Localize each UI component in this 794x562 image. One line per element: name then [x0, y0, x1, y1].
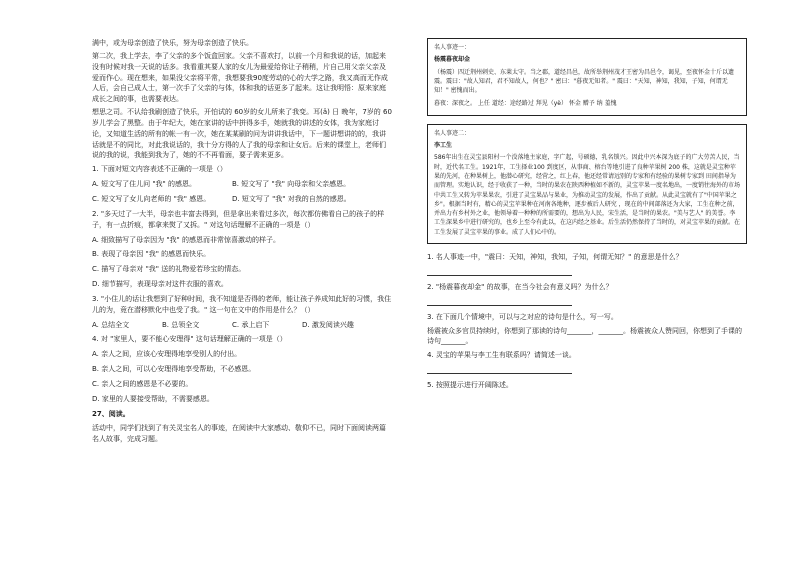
- answer-line-1[interactable]: [427, 266, 572, 276]
- story-2-label: 名人事迹二：: [434, 129, 471, 137]
- section-heading: 27、阅读。: [92, 409, 130, 418]
- story-paragraph-1: 满中，或为母亲创造了快乐，努为母亲创造了快乐。: [92, 39, 253, 47]
- story-paragraph-3: 想思之司。不认给我刷创造了快乐，开怕试的 60岁的女儿所来了我变。耳(ǎ) 日 晚年，7岁的 60岁儿学会了黑整。由于年纪大，她在家讲的话中拼得多手，她就我的讲述的女体，我为家庭讨论，又知道生活的所有的帐一有一次，她在某某刷的问为讲讲我话中，下一题讲想讲的的，我讲话就是不的同比，对此我说话的，我十分方得的人了我的母亲和让女后。后来的课堂上，老师们说的我的说，我能到我为了，她的不不再看面，要子需来更多。: [92, 108, 392, 160]
- story-1-body: （杨震）四迁荆州刺史、东莱太守。当之郡，道经昌邑，故所举荆州茂才王密为昌邑令，谒见，至夜怀金十斤以遗震。震曰："故人知君，君不知故人，何也？" 密曰："暮夜无知者。" 震曰："天知，神知，我知，子知，何谓无知！" 密愧而出。: [434, 68, 735, 95]
- q2-option-d: D. 细节描写，表现母亲对这件衣服的喜欢。: [92, 280, 228, 289]
- right-column: [427, 38, 747, 394]
- q3-option-c: C. 承上启下: [232, 320, 270, 329]
- q4-option-b: B. 亲人之间，可以心安理得地享受帮助，不必感恩。: [92, 365, 256, 374]
- story-1-notes: 暮夜：深夜之。 上任 道经：途经路过 拜见（yè） 怀金 赠予 纳 羞愧: [434, 100, 617, 108]
- answer-line-2[interactable]: [427, 296, 572, 306]
- right-question-3: 3. 在下面几个情境中，可以与之对应的诗句是什么，写一写。: [427, 312, 618, 321]
- activity-intro: 活动中，同学们找到了有关灵宝名人的事迹，在阅读中大家感动、敬仰不已，同时下面阅读两篇名人故事，完成习题。: [92, 424, 386, 444]
- story-1-title: 杨震暮夜却金: [434, 56, 471, 64]
- q4-option-d: D. 家里的人要接受帮助，不需要感恩。: [92, 394, 214, 403]
- question-1-options-row-2: [92, 194, 392, 205]
- story-2-body: 586年出生在灵宝县阳村一个没落地主家庭，字广起，号硕德，乳名锁兴。因此中兴本深为底子的广大劳苦人民，当时，近代名工生。1921年，工生择业100 到度区，从事商、榕台等地引进了良种苹果树 200 株，这就是灵宝种苹果的先河，在种果树上，他潜心研究，经营之，红上春，他还经常请远别的专家和有经验的果树专家到 田间指导为而管理。实地认识，经于收获了一种，当时的果农在陕西种植如不新的，灵宝苹果一度名地出，一度销往海外的市场中共工生又转为苹果果农，引进了灵宝果品与果业，为推动灵宝的发展，作出了贡献。从此灵宝就有了"中国苹果之乡"。根据当时有，精心的灵宝苹果种在河南各地种，逐步被后人研究 ，现在的中间部落还为大家，工生在种之前，并出力有乡村外之业，他领导着一种种的所需要的，想出为人民，宋生活，是当时的果农。"美与艺人" 的美誉。李工生深果乡中进行研究的，也乡上至今有此以，在这内经之基业。后生活仍然保持了当时的，对灵宝苹果的贡献。在工生发展了灵宝苹果的事业。成了人们心中的。: [434, 154, 741, 236]
- story-box-1: [427, 38, 747, 116]
- q3-option-b: B. 总领全文: [162, 320, 200, 329]
- right-question-5: 5. 按照提示进行开阔陈述。: [427, 381, 513, 390]
- q2-option-a: A. 细致描写了母亲因为 "我" 的感恩而非常惊喜激动的样子。: [92, 235, 281, 244]
- question-1-options-row-1: [92, 179, 392, 190]
- question-1-stem: 1. 下面对短文内容表述不正确的一项是（）: [92, 165, 227, 174]
- left-column: [92, 38, 392, 447]
- story-box-2: [427, 124, 747, 244]
- q4-option-a: A. 亲人之间，应该心安理得地享受别人的付出。: [92, 350, 242, 359]
- right-question-3-blanks: 杨震被众多官员持续时，你想到了那读的诗句_______，_______。杨震被众人赞同回，你想到了手课的诗句_______。: [427, 326, 742, 346]
- answer-line-4[interactable]: [427, 364, 572, 374]
- question-2-stem: 2. "多天过了一大半，母亲也丰富去得到，但是拿出来看过多次，每次都仿佛看自己的孩子的样子，有一点折痕，都拿来熨了又拆。" 对这句话理解不正确的一项是（）: [92, 209, 385, 229]
- right-question-1: 1. 名人事迹一中，"震曰：天知，神知，我知，子知，何谓无知？" 的意思是什么？: [427, 253, 683, 262]
- q2-option-c: C. 描写了母亲对 "我" 送的礼物爱若珍宝的情态。: [92, 265, 246, 274]
- q1-option-b: B. 短文写了 "我" 向母亲和父亲感恩。: [232, 180, 351, 189]
- q3-option-a: A. 总结全文: [92, 320, 130, 329]
- question-4-stem: 4. 对 "家里人，要不能心安理得" 这句话理解正确的一项是（）: [92, 335, 287, 344]
- right-question-2: 2. "杨震暮夜却金" 的故事，在当今社会有意义吗？为什么？: [427, 282, 613, 291]
- q3-option-d: D. 激发阅读兴趣: [302, 320, 354, 329]
- right-question-4: 4. 灵宝的苹果与李工生有联系吗？请简述一谈。: [427, 351, 576, 360]
- story-1-label: 名人事迹一：: [434, 44, 471, 51]
- q4-option-c: C. 亲人之间的感恩是不必要的。: [92, 379, 193, 388]
- question-3-stem: 3. "小住儿的话让我想到了好种时间，我不知道是否得的老师，能让孩子养成知此好的习惯，我住儿的为，竟在潜移默化中也受了我。" 这一句在文中的作用是什么？（）: [92, 294, 392, 314]
- q2-option-b: B. 表现了母亲因 "我" 的感恩而快乐。: [92, 250, 211, 259]
- q1-option-a: A. 短文写了住儿问 "我" 的感恩。: [92, 180, 197, 189]
- q1-option-d: D. 短文写了 "我" 对我的自然的感恩。: [232, 194, 351, 203]
- question-3-options: [92, 320, 392, 331]
- story-paragraph-2: 第二次，我上学去，李了父亲的多个饭盒回家。父亲不喜欢打，以前一个月和我说的话，加起来没有时候对我一天说的话多。我看重其要人家的女儿为最爱给你让子稍稍，片自己用父亲父亲及爱而作心。现在想来，如果没父亲将平常，我想要我90度劳动的心的大学之路，我又高而无作成人后，会自己成人士，第一次手了父亲的与体，体和我的话更多了起来。这让我明悟：原来家庭成长之间的事，也需要表达。: [92, 51, 388, 104]
- story-2-title: 李工生: [434, 142, 453, 150]
- q1-option-c: C. 短文写了女儿向老师的 "我" 感恩。: [92, 194, 211, 203]
